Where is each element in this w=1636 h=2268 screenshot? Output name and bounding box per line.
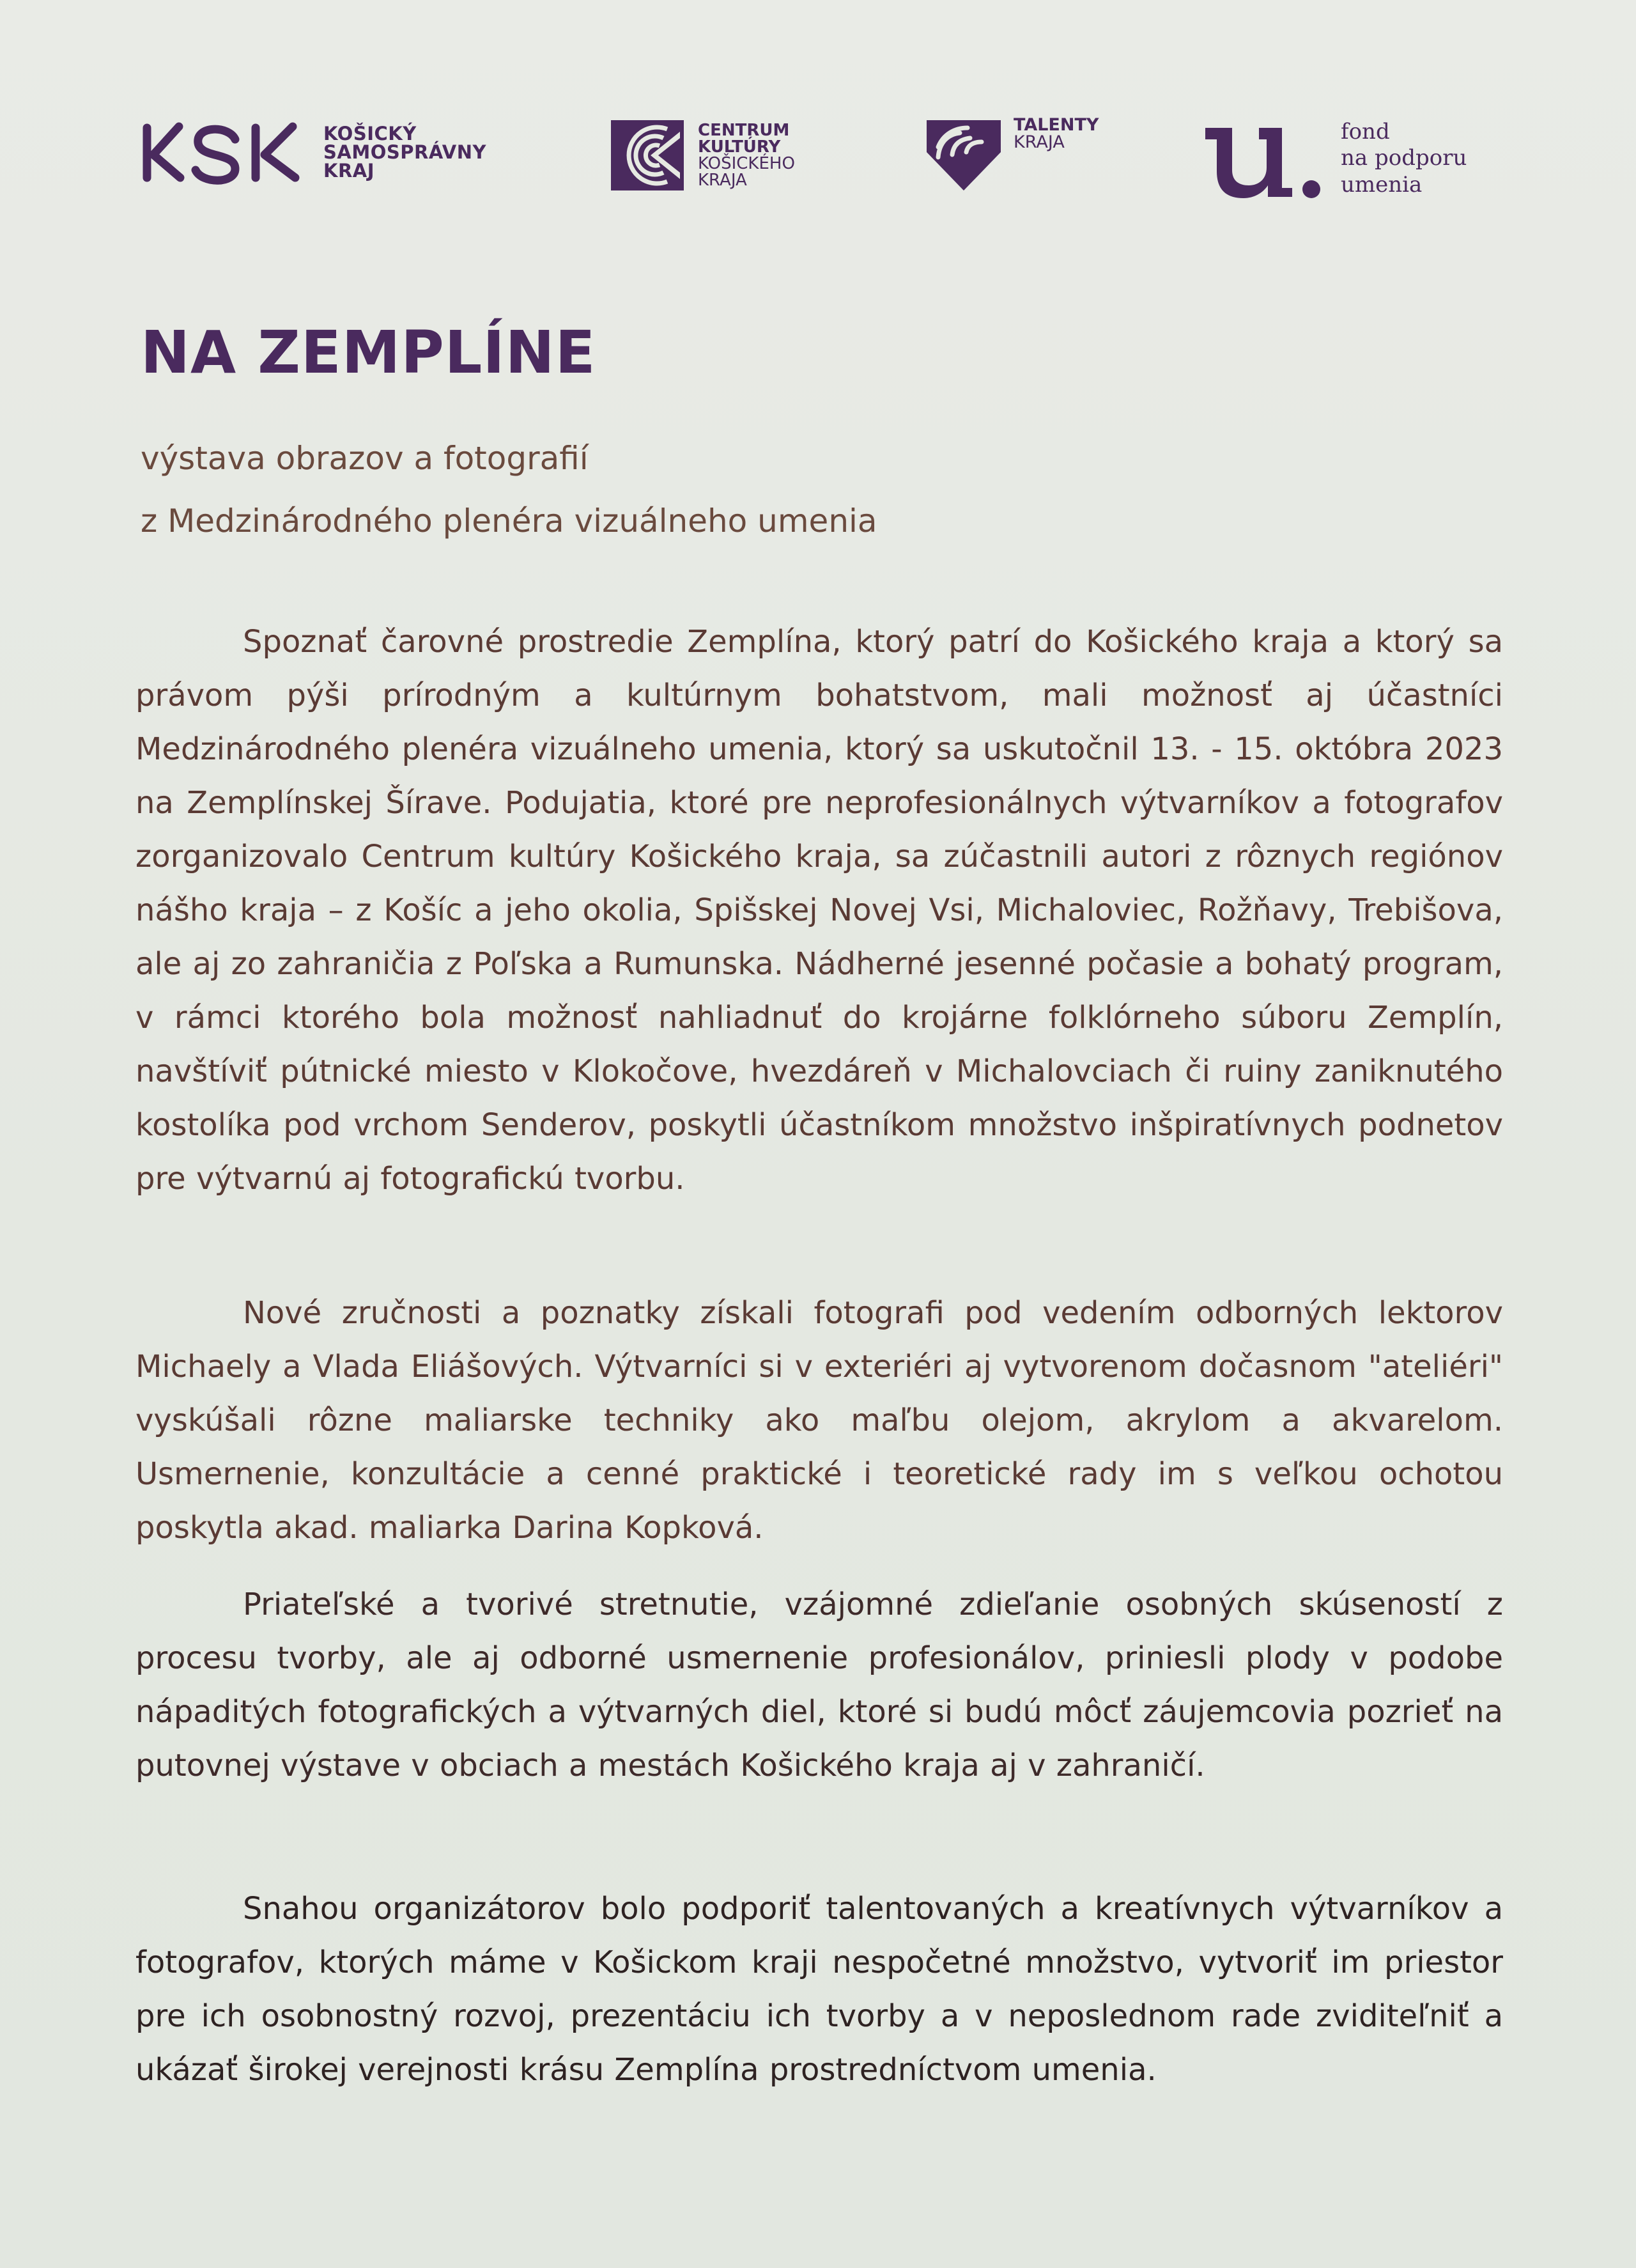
- body-paragraph-2: Nové zručnosti a poznatky získali fotografi pod vedením odborných lektorov Michaely a Vlada Eliášových. Výtvarníci si v exteriéri aj vytvorenom dočasnom "ateliéri" vyskúšali rôzne maliarske techniky ako maľbu olejom, akrylom a akvarelom. Usmernenie, konzultácie a cenné praktické i teoretické rady im s veľkou ochotou poskytla akad. maliarka Darina Kopková.: [135, 1295, 1503, 1546]
- ckk-logo-text: [698, 122, 795, 189]
- subtitle-line-1: výstava obrazov a fotografií: [141, 440, 589, 477]
- fpu-logo-text: [1341, 119, 1467, 198]
- ckk-line-3: KOŠICKÉHO: [698, 154, 795, 173]
- talenty-line-1: TALENTY: [1014, 115, 1099, 135]
- talenty-logo-text: [1014, 116, 1099, 151]
- talenty-shield-icon: [924, 115, 1003, 194]
- ksk-logo-text: [323, 122, 487, 182]
- ckk-line-2: KULTÚRY: [698, 137, 781, 157]
- ksk-line-1: KOŠICKÝ: [323, 122, 417, 144]
- fpu-u-mark-icon: [1201, 114, 1327, 203]
- ckk-mark-icon: [608, 116, 686, 194]
- ksk-logo: [139, 114, 486, 190]
- ksk-mark-icon: [139, 114, 312, 190]
- talenty-line-2: KRAJA: [1014, 132, 1065, 152]
- page-title: NA ZEMPLÍNE: [141, 318, 596, 387]
- talenty-kraja-logo: [924, 115, 1099, 194]
- fpu-line-1: fond: [1341, 118, 1390, 144]
- page-subtitle: [141, 427, 877, 552]
- body-paragraph-3: Priateľské a tvorivé stretnutie, vzájomné zdieľanie osobných skúseností z procesu tvorby, ale aj odborné usmernenie profesionálov, priniesli plody v podobe nápaditých fotografických a výtvarných diel, ktoré si budú môcť záujemcovia pozrieť na putovnej výstave v obciach a mestách Košického kraja aj v zahraničí.: [135, 1587, 1503, 1783]
- ckk-logo: [608, 116, 795, 194]
- fpu-line-3: umenia: [1341, 171, 1423, 198]
- ckk-line-1: CENTRUM: [698, 121, 790, 140]
- body-paragraph-4: Snahou organizátorov bolo podporiť talentovaných a kreatívnych výtvarníkov a fotografov, ktorých máme v Košickom kraji nespočetné množstvo, vytvoriť im priestor pre ich osobnostný rozvoj, prezentáciu ich tvorby a v neposlednom rade zviditeľniť a ukázať širokej verejnosti krásu Zemplína prostredníctvom umenia.: [135, 1891, 1503, 2088]
- ksk-line-3: KRAJ: [323, 159, 375, 182]
- fpu-logo: [1201, 114, 1467, 203]
- fpu-line-2: na podporu: [1341, 145, 1467, 171]
- ckk-line-4: KRAJA: [698, 171, 747, 190]
- ksk-line-2: SAMOSPRÁVNY: [323, 141, 487, 163]
- subtitle-line-2: z Medzinárodného plenéra vizuálneho umenia: [141, 502, 877, 540]
- body-paragraph-1: Spoznať čarovné prostredie Zemplína, ktorý patrí do Košického kraja a ktorý sa právom pýši prírodným a kultúrnym bohatstvom, mali možnosť aj účastníci Medzinárodného plenéra vizuálneho umenia, ktorý sa uskutočnil 13. - 15. októbra 2023 na Zemplínskej Šírave. Podujatia, ktoré pre neprofesionálnych výtvarníkov a fotografov zorganizovalo Centrum kultúry Košického kraja, sa zúčastnili autori z rôznych regiónov nášho kraja – z Košíc a jeho okolia, Spišskej Novej Vsi, Michaloviec, Rožňavy, Trebišova, ale aj zo zahraničia z Poľska a Rumunska. Nádherné jesenné počasie a bohatý program, v rámci ktorého bola možnosť nahliadnuť do krojárne folklórneho súboru Zemplín, navštíviť pútnické miesto v Klokočove, hvezdáreň v Michalovciach či ruiny zaniknutého kostolíka pod vrchom Senderov, poskytli účastníkom množstvo inšpiratívnych podnetov pre výtvarnú aj fotografickú tvorbu.: [135, 624, 1503, 1197]
